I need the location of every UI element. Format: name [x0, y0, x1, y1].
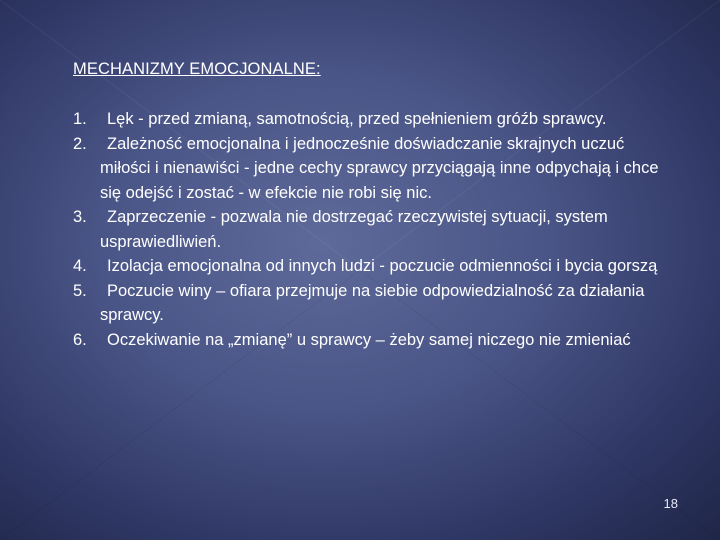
list-item — [73, 107, 673, 132]
list-item-text: Poczucie winy – ofiara przejmuje na siebie odpowiedzialność za działania sprawcy. — [100, 281, 645, 324]
list-item-number: 4. — [73, 257, 87, 275]
slide-title: MECHANIZMY EMOCJONALNE: — [73, 60, 321, 78]
list-item — [73, 328, 673, 353]
list-item-number: 2. — [73, 134, 87, 153]
list-item-text: Lęk - przed zmianą, samotnością, przed spełnieniem gróźb sprawcy. — [107, 110, 607, 128]
mechanism-list — [73, 107, 673, 352]
list-item — [73, 279, 673, 328]
list-item — [73, 205, 673, 254]
page-number: 18 — [663, 496, 678, 511]
list-item — [73, 132, 673, 206]
list-item — [73, 254, 673, 279]
list-item-text: Oczekiwanie na „zmianę” u sprawcy – żeby samej niczego nie zmieniać — [107, 330, 631, 349]
list-item-text: Zaprzeczenie - pozwala nie dostrzegać rzeczywistej sytuacji, system usprawiedliwień. — [100, 208, 608, 251]
list-item-text: Izolacja emocjonalna od innych ludzi - poczucie odmienności i bycia gorszą — [107, 257, 658, 275]
list-item-number: 1. — [73, 110, 87, 128]
list-item-text: Zależność emocjonalna i jednocześnie doświadczanie skrajnych uczuć miłości i nienawiści - jedne cechy sprawcy przyciągają inne odpychają i chce się odejść i zostać - w efekcie nie robi się nic. — [100, 134, 659, 202]
list-item-number: 3. — [73, 208, 87, 226]
list-item-number: 5. — [73, 281, 87, 300]
list-item-number: 6. — [73, 330, 87, 349]
